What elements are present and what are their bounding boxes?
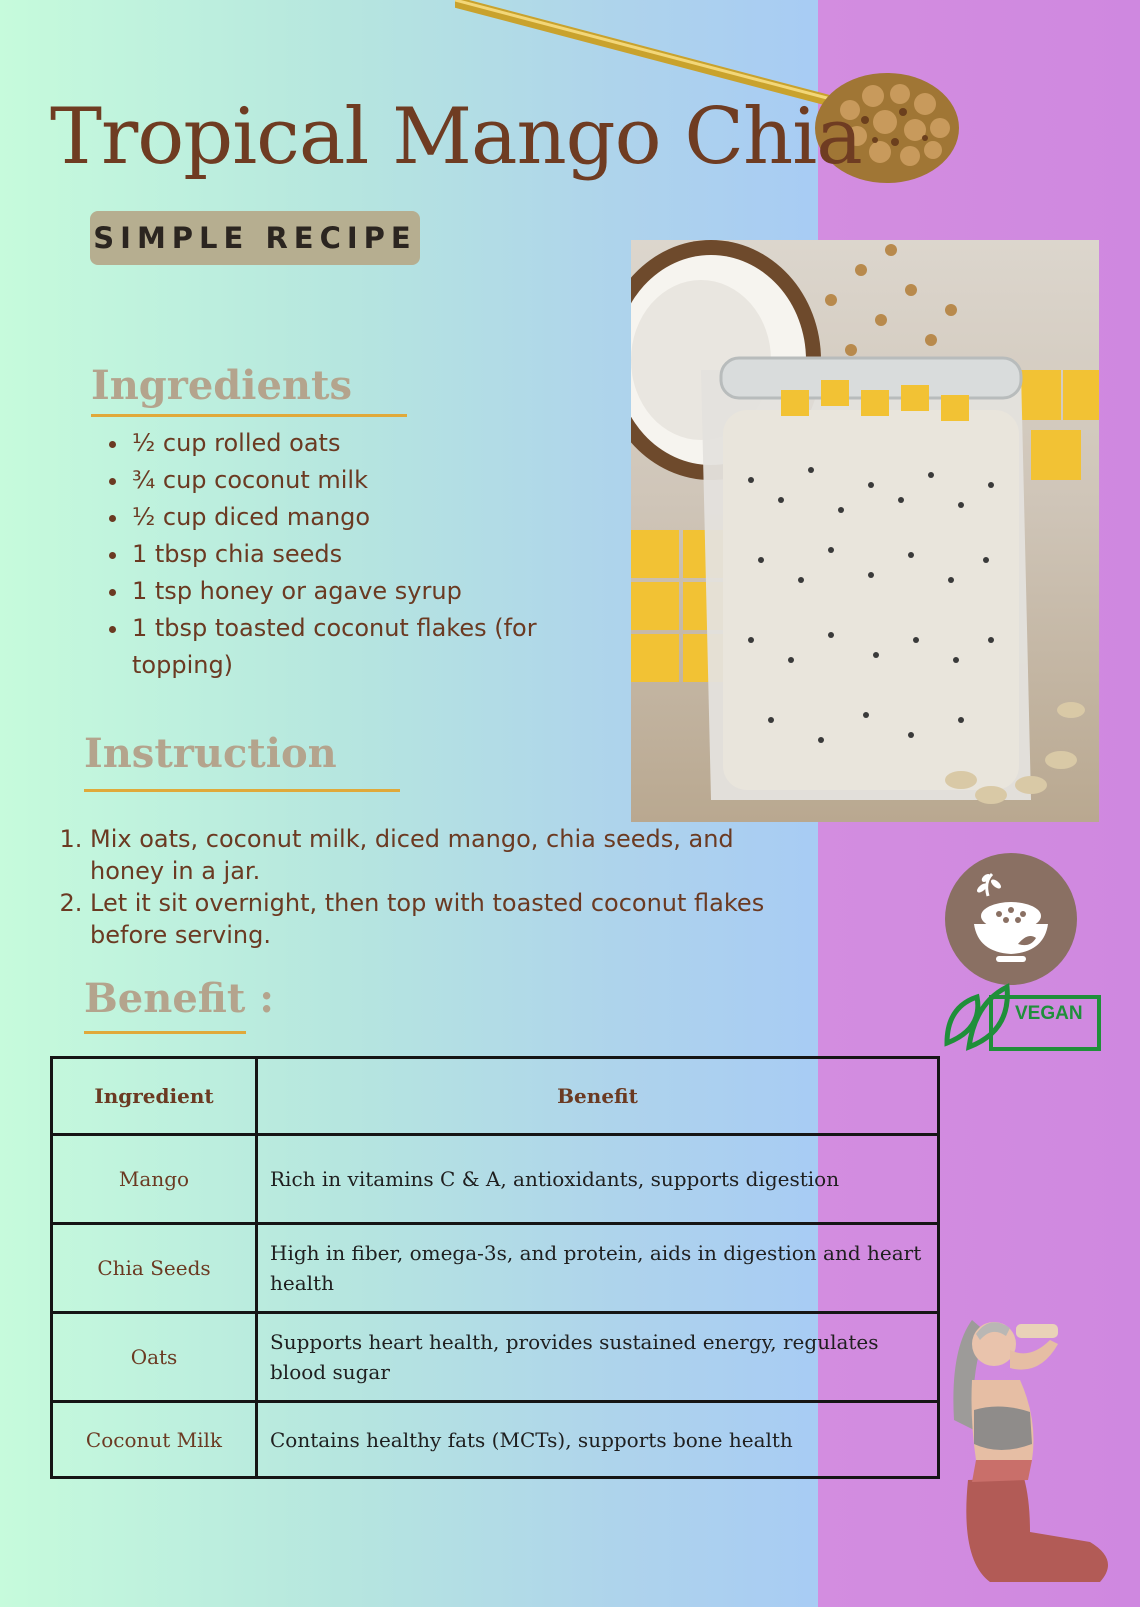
cell-benefit: Contains healthy fats (MCTs), supports bone health	[257, 1402, 939, 1478]
ingredients-underline	[91, 414, 407, 417]
simple-recipe-badge: SIMPLE RECIPE	[90, 211, 420, 265]
list-item: • 1 tbsp toasted coconut flakes (for topping)	[130, 610, 570, 684]
cell-benefit: Supports heart health, provides sustained energy, regulates blood sugar	[257, 1313, 939, 1402]
list-item: • 1 tbsp chia seeds	[130, 536, 570, 573]
list-item: • 1 tsp honey or agave syrup	[130, 573, 570, 610]
list-item: • ½ cup diced mango	[130, 499, 570, 536]
grain-bowl-icon	[944, 852, 1078, 986]
table-row	[52, 1224, 939, 1313]
benefit-table	[50, 1056, 940, 1479]
recipe-photo	[631, 240, 1099, 822]
table-row	[52, 1313, 939, 1402]
list-item: 1. Mix oats, coconut milk, diced mango, chia seeds, and honey in a jar.	[90, 823, 810, 887]
cell-benefit: Rich in vitamins C & A, antioxidants, supports digestion	[257, 1135, 939, 1224]
vegan-label: VEGAN	[1015, 1003, 1083, 1024]
table-row	[52, 1402, 939, 1478]
cell-ingredient: Mango	[52, 1135, 257, 1224]
benefit-heading: Benefit :	[84, 975, 275, 1022]
column-header-benefit: Benefit	[257, 1058, 939, 1135]
ingredients-heading: Ingredients	[91, 362, 352, 409]
cell-ingredient: Oats	[52, 1313, 257, 1402]
woman-drinking-icon	[950, 1310, 1130, 1595]
page-title: Tropical Mango Chia	[50, 92, 862, 182]
cell-ingredient: Coconut Milk	[52, 1402, 257, 1478]
instruction-underline	[84, 789, 400, 792]
list-item: • ½ cup rolled oats	[130, 425, 570, 462]
table-header-row	[52, 1058, 939, 1135]
instruction-heading: Instruction	[84, 730, 337, 777]
list-item: • ¾ cup coconut milk	[130, 462, 570, 499]
instruction-steps	[64, 823, 810, 951]
column-header-ingredient: Ingredient	[52, 1058, 257, 1135]
cell-ingredient: Chia Seeds	[52, 1224, 257, 1313]
ingredients-list	[100, 425, 570, 684]
list-item: 2. Let it sit overnight, then top with toasted coconut flakes before serving.	[90, 887, 810, 951]
vegan-badge	[943, 983, 1103, 1060]
benefit-underline	[84, 1031, 246, 1034]
table-row	[52, 1135, 939, 1224]
cell-benefit: High in fiber, omega-3s, and protein, aids in digestion and heart health	[257, 1224, 939, 1313]
